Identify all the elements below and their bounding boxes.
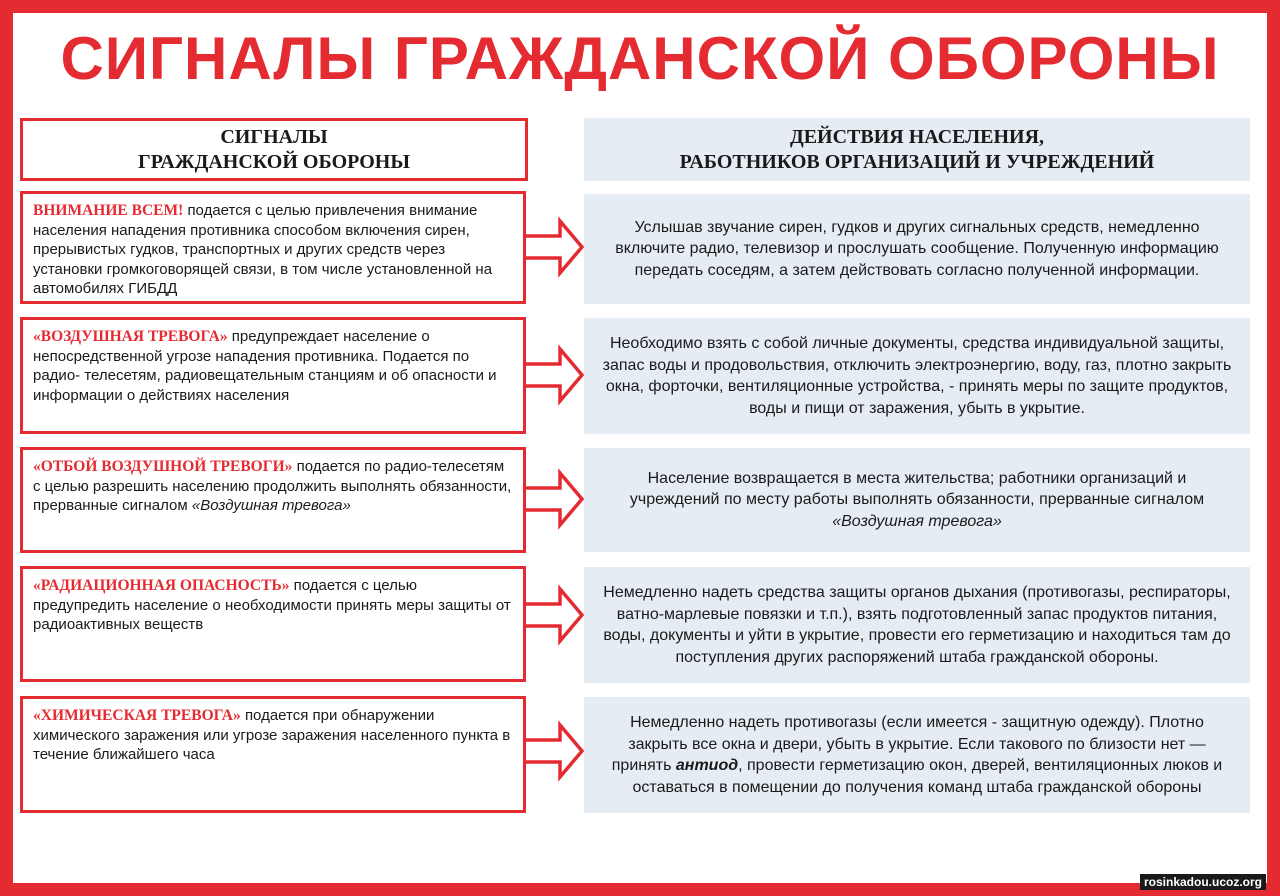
actions-column-header xyxy=(584,118,1250,181)
action-air-raid-cancel xyxy=(584,448,1250,552)
arrow-right-icon xyxy=(524,584,586,646)
site-credit: rosinkadou.ucoz.org xyxy=(1140,874,1266,890)
action-text-emphasis: антиод xyxy=(675,757,739,774)
signal-name: ВНИМАНИЕ ВСЕМ! xyxy=(33,202,184,219)
action-text: Немедленно надеть средства защиты органов дыхания (противогазы, респираторы, ватно-марлевые повязки и т.п.), взять подготовленный запас продуктов питания, воды, документы и уйти в укрытие, провести его герметизацию и находиться там до поступления других распоряжений штаба гражданской обороны. xyxy=(603,584,1231,666)
action-radiation xyxy=(584,567,1250,683)
poster-title: СИГНАЛЫ ГРАЖДАНСКОЙ ОБОРОНЫ xyxy=(60,25,1220,92)
action-text-wrap xyxy=(602,712,1232,798)
signal-description: подается с целью привлечения внимание населения нападения противника способом включения сирен, прерывистых гудков, транспортных и других средств через установки громкоговорящей связи, в том числе установленной на автомобилях ГИБДД xyxy=(33,202,493,297)
signal-name: «ВОЗДУШНАЯ ТРЕВОГА» xyxy=(33,328,228,345)
signal-description-italic: «Воздушная тревога» xyxy=(191,497,351,514)
action-text-wrap xyxy=(602,468,1232,533)
signal-attention-all xyxy=(20,191,526,304)
signal-description: подается по радио-телесетям с целью разрешить населению продолжить выполнять обязанности, прерванные сигналом xyxy=(33,458,512,514)
signal-name: «ОТБОЙ ВОЗДУШНОЙ ТРЕВОГИ» xyxy=(33,458,293,475)
arrow-right-icon xyxy=(524,344,586,406)
signal-description: подается с целью предупредить население о необходимости принять меры защиты от радиоактивных веществ xyxy=(33,577,511,633)
arrow-right-icon xyxy=(524,468,586,530)
arrow-right-icon xyxy=(524,720,586,782)
action-text: Услышав звучание сирен, гудков и других сигнальных средств, немедленно включите радио, телевизор и прослушать сообщение. Полученную информацию передать соседям, а затем действовать согласно полученной информации. xyxy=(615,218,1219,279)
signal-radiation xyxy=(20,566,526,682)
signal-air-raid-cancel xyxy=(20,447,526,553)
action-attention-all xyxy=(584,194,1250,304)
action-text-after: , провести герметизацию окон, дверей, вентиляционных люков и оставаться в помещении до получения команд штаба гражданской обороны xyxy=(632,757,1223,796)
signal-description: предупреждает население о непосредственной угрозе нападения противника. Подается по радио- телесетям, радиовещательным станциям и об опасности и информации о действиях населения xyxy=(33,328,497,404)
action-chemical xyxy=(584,697,1250,813)
action-text: Население возвращается в места жительства; работники организаций и учреждений по месту работы выполнять обязанности, прерванные сигналом xyxy=(629,469,1205,509)
signal-air-raid xyxy=(20,317,526,434)
signal-description: подается при обнаружении химического заражения или угрозе заражения населенного пункта в течение ближайшего часа xyxy=(33,707,511,763)
action-text: Необходимо взять с собой личные документы, средства индивидуальной защиты, запас воды и продовольствия, отключить электроэнергию, воду, газ, плотно закрыть окна, форточки, вентиляционные устройства, - принять меры по защите продуктов, воды и пищи от заражения, убыть в укрытие. xyxy=(602,335,1232,417)
signal-chemical xyxy=(20,696,526,813)
signal-name: «ХИМИЧЕСКАЯ ТРЕВОГА» xyxy=(33,707,241,724)
signal-name: «РАДИАЦИОННАЯ ОПАСНОСТЬ» xyxy=(33,577,290,594)
arrow-right-icon xyxy=(524,216,586,278)
signals-header-text: СИГНАЛЫ ГРАЖДАНСКОЙ ОБОРОНЫ xyxy=(138,125,410,173)
signals-column-header xyxy=(20,118,528,181)
actions-header-text: ДЕЙСТВИЯ НАСЕЛЕНИЯ, РАБОТНИКОВ ОРГАНИЗАЦИЙ И УЧРЕЖДЕНИЙ xyxy=(679,125,1155,173)
action-text-italic: «Воздушная тревога» xyxy=(832,512,1002,530)
action-air-raid xyxy=(584,318,1250,434)
action-text-before: Немедленно надеть противогазы (если имеется - защитную одежду). Плотно закрыть все окна и двери, убыть в укрытие. Если такового по близости нет — принять xyxy=(611,714,1206,774)
